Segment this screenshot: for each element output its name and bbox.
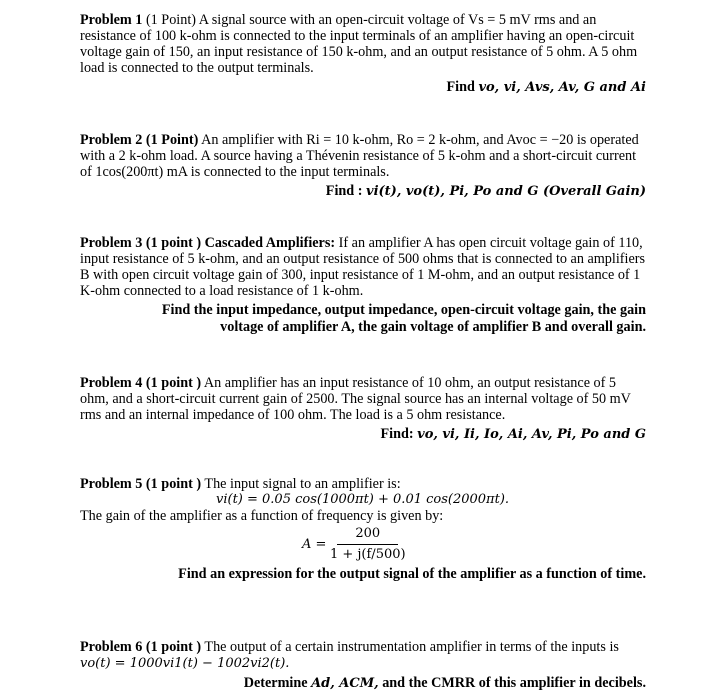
- find-math: vo, vi, Avs, Av, G and Ai: [478, 80, 646, 95]
- find-math: vo, vi, Ii, Io, Ai, Av, Pi, Po and G: [417, 427, 646, 442]
- problem-1: [80, 12, 646, 96]
- problem-4-text: [80, 375, 646, 423]
- problem-3-title: Problem 3 (1 point ) Cascaded Amplifiers:: [80, 235, 336, 251]
- problem-1-points: (1 Point): [142, 12, 196, 28]
- problem-4-title: Problem 4 (1 point ): [80, 375, 202, 391]
- find-math: vi(t), vo(t), Pi, Po and G (Overall Gain): [366, 184, 646, 199]
- problem-1-find: [80, 79, 646, 96]
- problem-6-body: The output of a certain instrumentation amplifier in terms of the inputs is: [201, 639, 619, 655]
- problem-4: [80, 375, 646, 443]
- find-label: Find:: [380, 426, 418, 442]
- problem-6-equation: vo(t) = 1000vi1(t) − 1002vi2(t).: [80, 656, 290, 671]
- find-math: Ad, ACM,: [311, 676, 379, 691]
- problem-2-find: [80, 183, 646, 200]
- problem-3-text: [80, 235, 646, 299]
- gain-numerator: 200: [337, 526, 398, 545]
- problem-4-find: [80, 426, 646, 443]
- problem-3-body: If an amplifier A has open circuit voltage gain of 110, input resistance of 5 k-ohm, and an output resistance of 500 ohms that is connected to an amplifiers B with open circuit voltage gain of 300, input resistance of 1 M-ohm, and an output resistance of 1 K-ohm connected to a load resistance of 1 k-ohm.: [80, 235, 645, 299]
- problem-6-title: Problem 6 (1 point ): [80, 639, 202, 655]
- find-rest: and the CMRR of this amplifier in decibels.: [378, 675, 646, 691]
- gain-formula: [80, 526, 646, 563]
- problem-5-text: [80, 476, 646, 492]
- problem-2: [80, 132, 646, 200]
- problem-2-title: Problem 2 (1 Point): [80, 132, 199, 148]
- gain-denominator: 1 + j(f/500): [329, 547, 406, 562]
- problem-5-find: Find an expression for the output signal of the amplifier as a function of time.: [178, 566, 646, 582]
- problem-5: [80, 476, 646, 582]
- problem-5-title: Problem 5 (1 point ): [80, 476, 202, 492]
- problem-1-body: A signal source with an open-circuit voltage of Vs = 5 mV rms and an resistance of 100 k-ohm is connected to the input terminals of an amplifier having an open-circuit voltage gain of 150, an input resistance of 150 k-ohm, and an output resistance of 5 ohm. A 5 ohm load is connected to the output terminals.: [80, 12, 638, 76]
- find-label: Find :: [325, 183, 367, 199]
- problem-3-find-1: Find the input impedance, output impedance, open-circuit voltage gain, the gain: [161, 302, 646, 318]
- problem-3-find-2: voltage of amplifier A, the gain voltage of amplifier B and overall gain.: [220, 319, 646, 335]
- gain-lhs: A =: [302, 536, 327, 552]
- find-label: Determine: [243, 675, 312, 691]
- problem-5-body: The input signal to an amplifier is:: [201, 476, 401, 492]
- problem-6-text: [80, 639, 646, 672]
- problem-6-find: [80, 675, 646, 692]
- problem-1-title: Problem 1: [80, 12, 143, 28]
- problem-2-body: An amplifier with Ri = 10 k-ohm, Ro = 2 k-ohm, and Avoc = −20 is operated with a 2 k-ohm load. A source having a Thévenin resistance of 5 k-ohm and a short-circuit current of 1cos(200πt) mA is connected to the input terminals.: [80, 132, 639, 180]
- problem-6: [80, 639, 646, 692]
- gain-fraction: [330, 526, 406, 563]
- problem-2-text: [80, 132, 646, 180]
- problem-1-text: [80, 12, 646, 76]
- problem-5-body2: The gain of the amplifier as a function of frequency is given by:: [80, 508, 444, 524]
- find-label: Find: [446, 79, 479, 95]
- problem-4-body: An amplifier has an input resistance of 10 ohm, an output resistance of 5 ohm, and a short-circuit current gain of 2500. The signal source has an internal voltage of 50 mV rms and an internal impedance of 100 ohm. The load is a 5 ohm resistance.: [80, 375, 631, 423]
- problem-5-equation: vi(t) = 0.05 cos(1000πt) + 0.01 cos(2000πt).: [216, 492, 510, 507]
- problem-3: [80, 235, 646, 335]
